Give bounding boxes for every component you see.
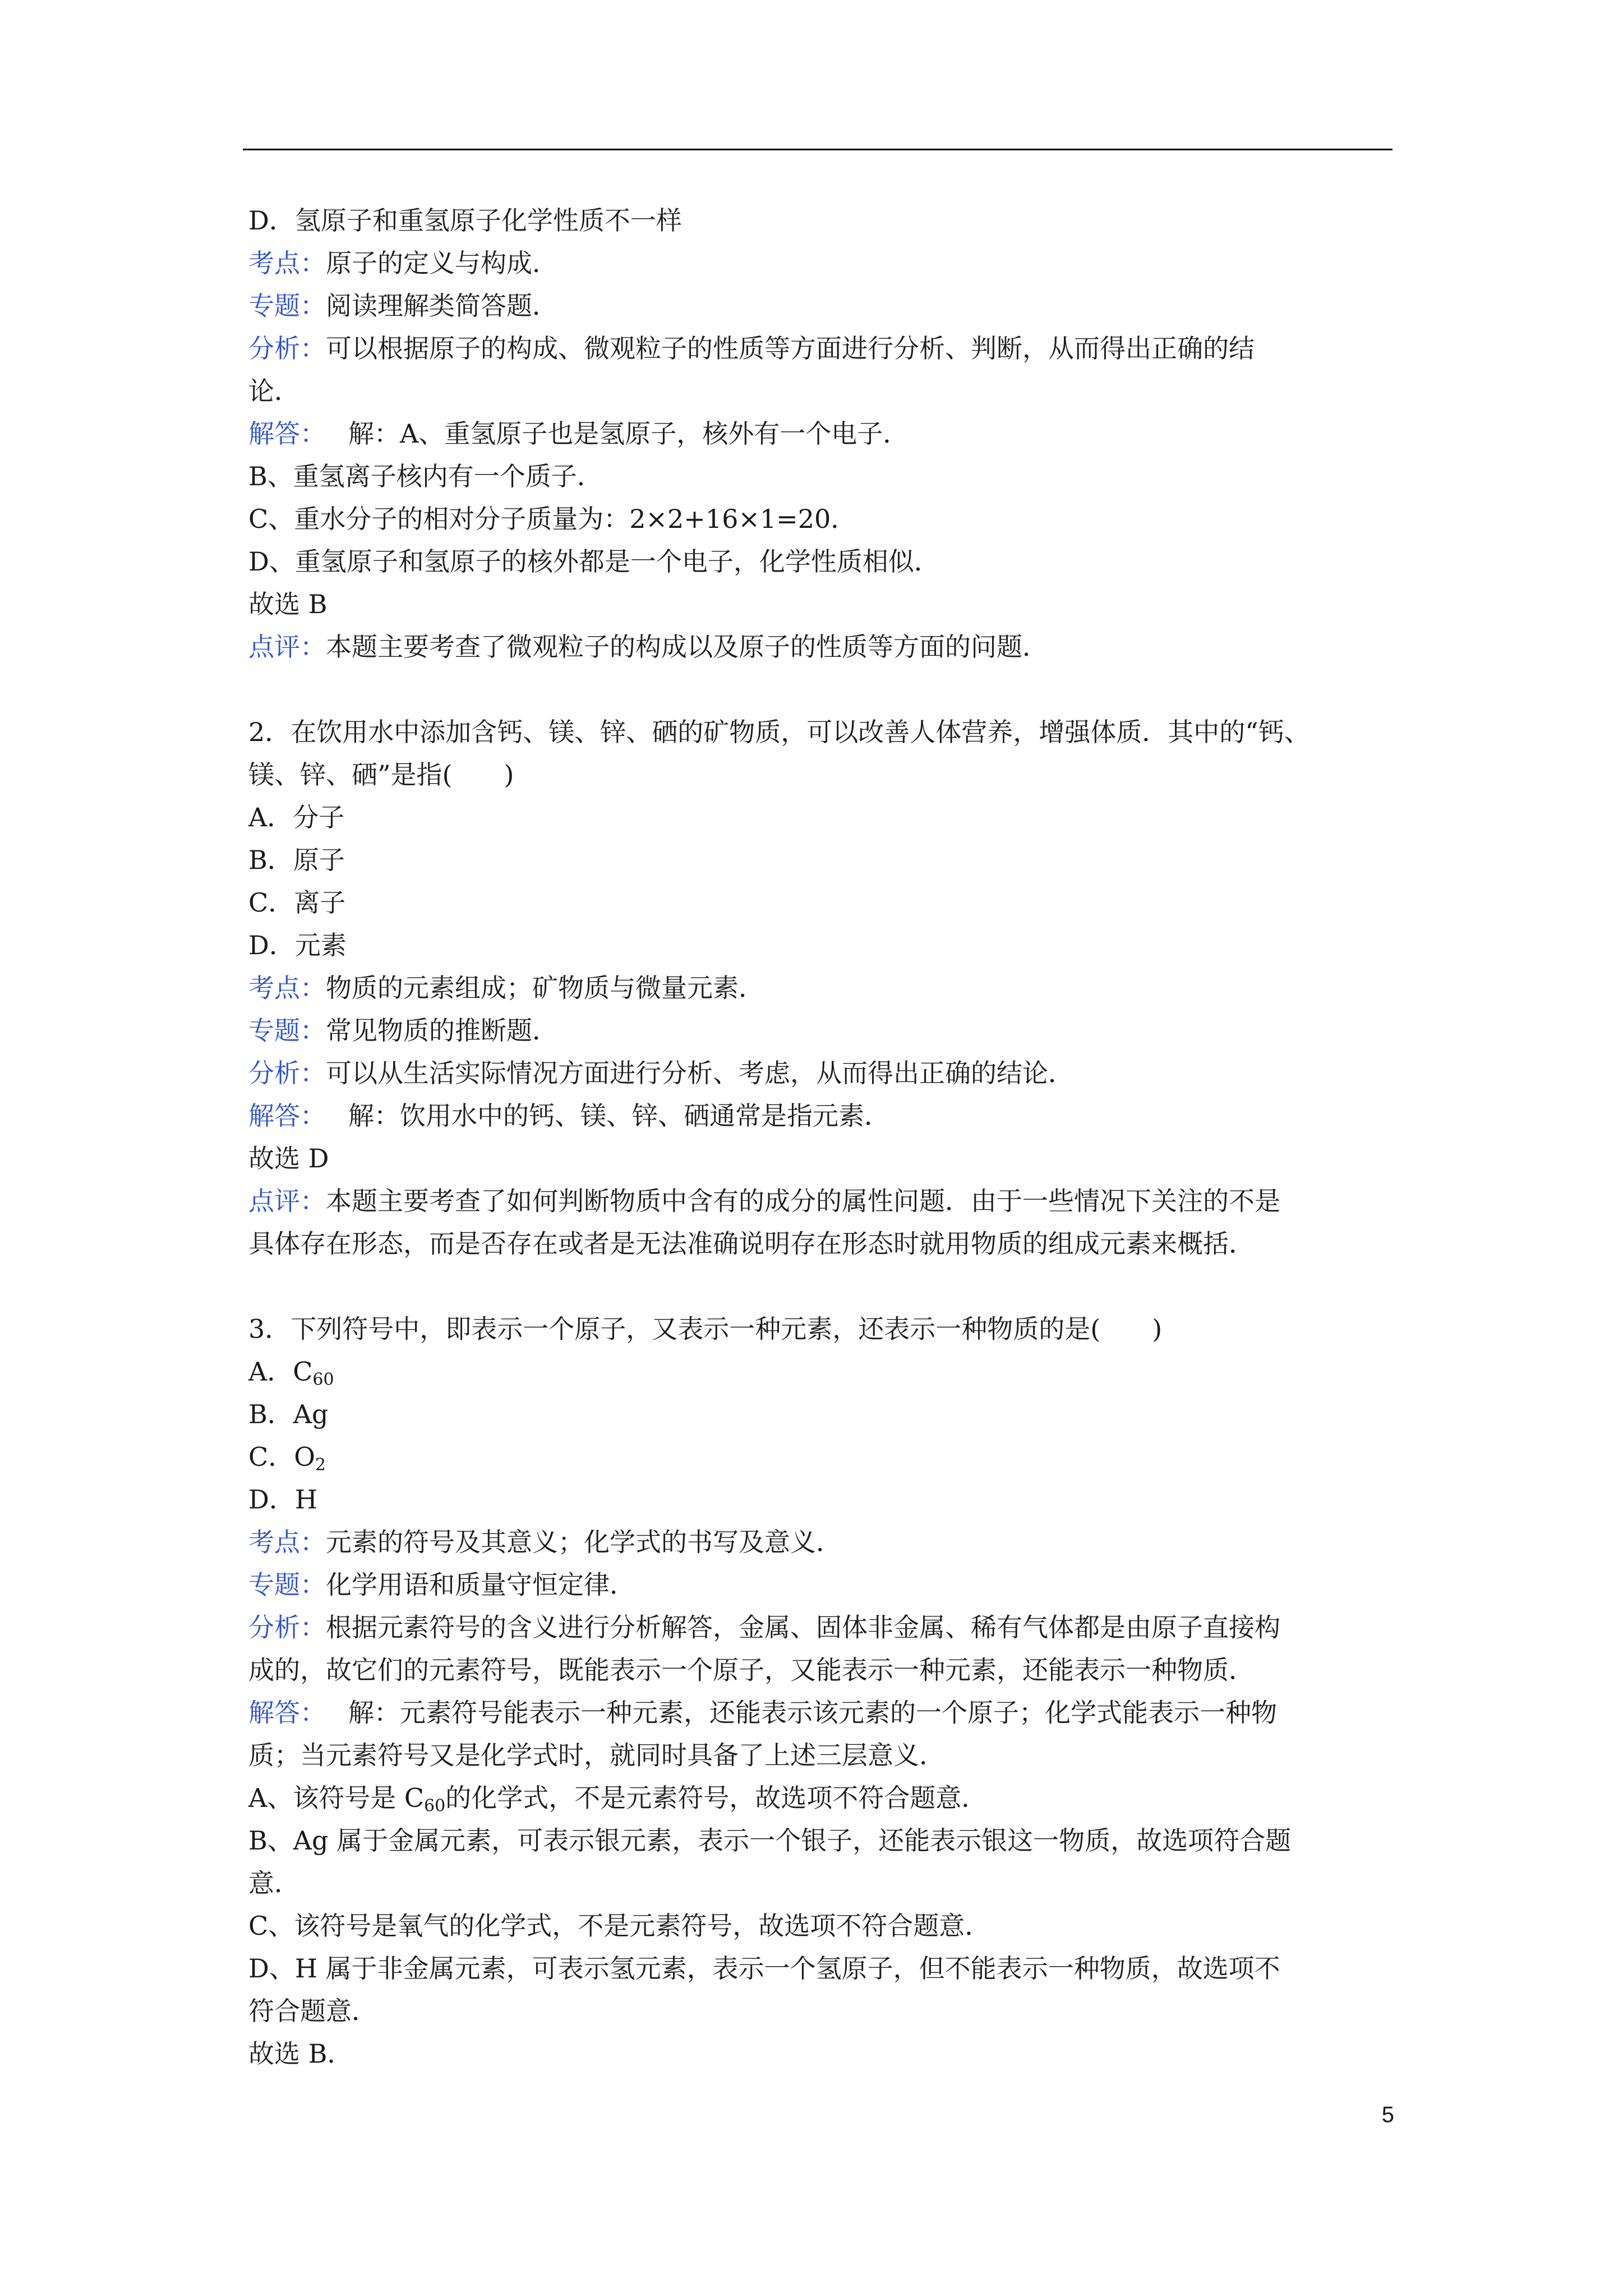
kaodian-label: 考点：	[248, 248, 326, 278]
header-rule	[243, 149, 1393, 150]
q2-option-a: A．分子	[248, 802, 345, 832]
q3-option-c: C．$O_2$	[248, 1442, 326, 1475]
q1-jieda: 解答： 解：A、重氢原子也是氢原子，核外有一个电子．	[248, 418, 909, 449]
q1-option-d: D．氢原子和重氢原子化学性质不一样	[248, 205, 682, 236]
zhuanti-label: 专题：	[248, 1015, 326, 1046]
q1-dianping: 点评：本题主要考查了微观粒子的构成以及原子的性质等方面的问题．	[248, 632, 1048, 662]
page-number: 5	[1381, 2102, 1394, 2127]
zhuanti-label: 专题：	[248, 1570, 326, 1600]
q2-answer: 故选 D	[248, 1143, 329, 1174]
q2-stem: 2．在饮用水中添加含钙、镁、锌、硒的矿物质，可以改善人体营养，增强体质．其中的“钙、	[248, 717, 1310, 747]
q1-jieda-b: B、重氢离子核内有一个质子．	[248, 461, 603, 491]
q2-option-d: D．元素	[248, 930, 347, 960]
kaodian-label: 考点：	[248, 973, 326, 1003]
q1-fenxi-cont: 论．	[248, 376, 300, 406]
q2-fenxi: 分析：可以从生活实际情况方面进行分析、考虑，从而得出正确的结论．	[248, 1058, 1074, 1088]
jieda-label: 解答：	[248, 1697, 326, 1728]
q3-zhuanti: 专题：化学用语和质量守恒定律．	[248, 1570, 635, 1600]
fenxi-label: 分析：	[248, 333, 326, 364]
fenxi-label: 分析：	[248, 1612, 326, 1642]
q3-jieda-c: C、该符号是氧气的化学式，不是元素符号，故选项不符合题意．	[248, 1911, 991, 1941]
q1-zhuanti: 专题：阅读理解类简答题．	[248, 291, 558, 321]
q1-kaodian: 考点：原子的定义与构成．	[248, 248, 558, 278]
q2-dianping: 点评：本题主要考查了如何判断物质中含有的成分的属性问题．由于一些情况下关注的不是	[248, 1186, 1280, 1216]
q2-option-b: B．原子	[248, 845, 345, 875]
zhuanti-label: 专题：	[248, 291, 326, 321]
dianping-label: 点评：	[248, 632, 326, 662]
q3-stem: 3．下列符号中，即表示一个原子，又表示一种元素，还表示一种物质的是( )	[248, 1314, 1163, 1344]
q2-stem-cont: 镁、锌、硒”是指( )	[248, 760, 514, 790]
jieda-label: 解答：	[248, 1101, 326, 1131]
fenxi-label: 分析：	[248, 1058, 326, 1088]
q1-answer: 故选 B	[248, 589, 328, 619]
q3-option-d: D．H	[248, 1484, 317, 1515]
dianping-label: 点评：	[248, 1186, 326, 1216]
page-content	[248, 199, 1404, 2075]
q3-jieda-d: D、H 属于非金属元素，可表示氢元素，表示一个氢原子，但不能表示一种物质，故选项不	[248, 1953, 1280, 1984]
q3-jieda-b: B、Ag 属于金属元素，可表示银元素，表示一个银子，还能表示银这一物质，故选项符合题	[248, 1825, 1292, 1856]
q2-option-c: C．离子	[248, 887, 346, 918]
q3-kaodian: 考点：元素的符号及其意义；化学式的书写及意义．	[248, 1527, 842, 1557]
q3-jieda-b-cont: 意．	[248, 1868, 300, 1898]
q2-zhuanti: 专题：常见物质的推断题．	[248, 1015, 558, 1046]
jieda-label: 解答：	[248, 418, 326, 449]
q3-option-b: B．Ag	[248, 1399, 329, 1429]
q3-jieda-cont: 质；当元素符号又是化学式时，就同时具备了上述三层意义．	[248, 1740, 945, 1770]
q1-jieda-c: C、重水分子的相对分子质量为：2×2+16×1=20．	[248, 504, 857, 534]
q3-fenxi-cont: 成的，故它们的元素符号，既能表示一个原子，又能表示一种元素，还能表示一种物质．	[248, 1655, 1255, 1685]
q2-dianping-cont: 具体存在形态，而是否存在或者是无法准确说明存在形态时就用物质的组成元素来概括．	[248, 1228, 1255, 1259]
kaodian-label: 考点：	[248, 1527, 326, 1557]
q3-jieda-a: A、该符号是 $C_{60}$的化学式，不是元素符号，故选项不符合题意．	[248, 1783, 988, 1816]
q1-fenxi: 分析：可以根据原子的构成、微观粒子的性质等方面进行分析、判断，从而得出正确的结	[248, 333, 1255, 364]
q3-jieda: 解答： 解：元素符号能表示一种元素，还能表示该元素的一个原子；化学式能表示一种物	[248, 1697, 1277, 1728]
q3-answer: 故选 B．	[248, 2039, 353, 2069]
q3-jieda-d-cont: 符合题意．	[248, 1996, 377, 2026]
q2-kaodian: 考点：物质的元素组成；矿物质与微量元素．	[248, 973, 764, 1003]
q3-fenxi: 分析：根据元素符号的含义进行分析解答，金属、固体非金属、稀有气体都是由原子直接构	[248, 1612, 1280, 1642]
q1-jieda-d: D、重氢原子和氢原子的核外都是一个电子，化学性质相似．	[248, 546, 940, 577]
q3-option-a: A．$C_{60}$	[248, 1356, 334, 1389]
q2-jieda: 解答： 解：饮用水中的钙、镁、锌、硒通常是指元素．	[248, 1101, 890, 1131]
